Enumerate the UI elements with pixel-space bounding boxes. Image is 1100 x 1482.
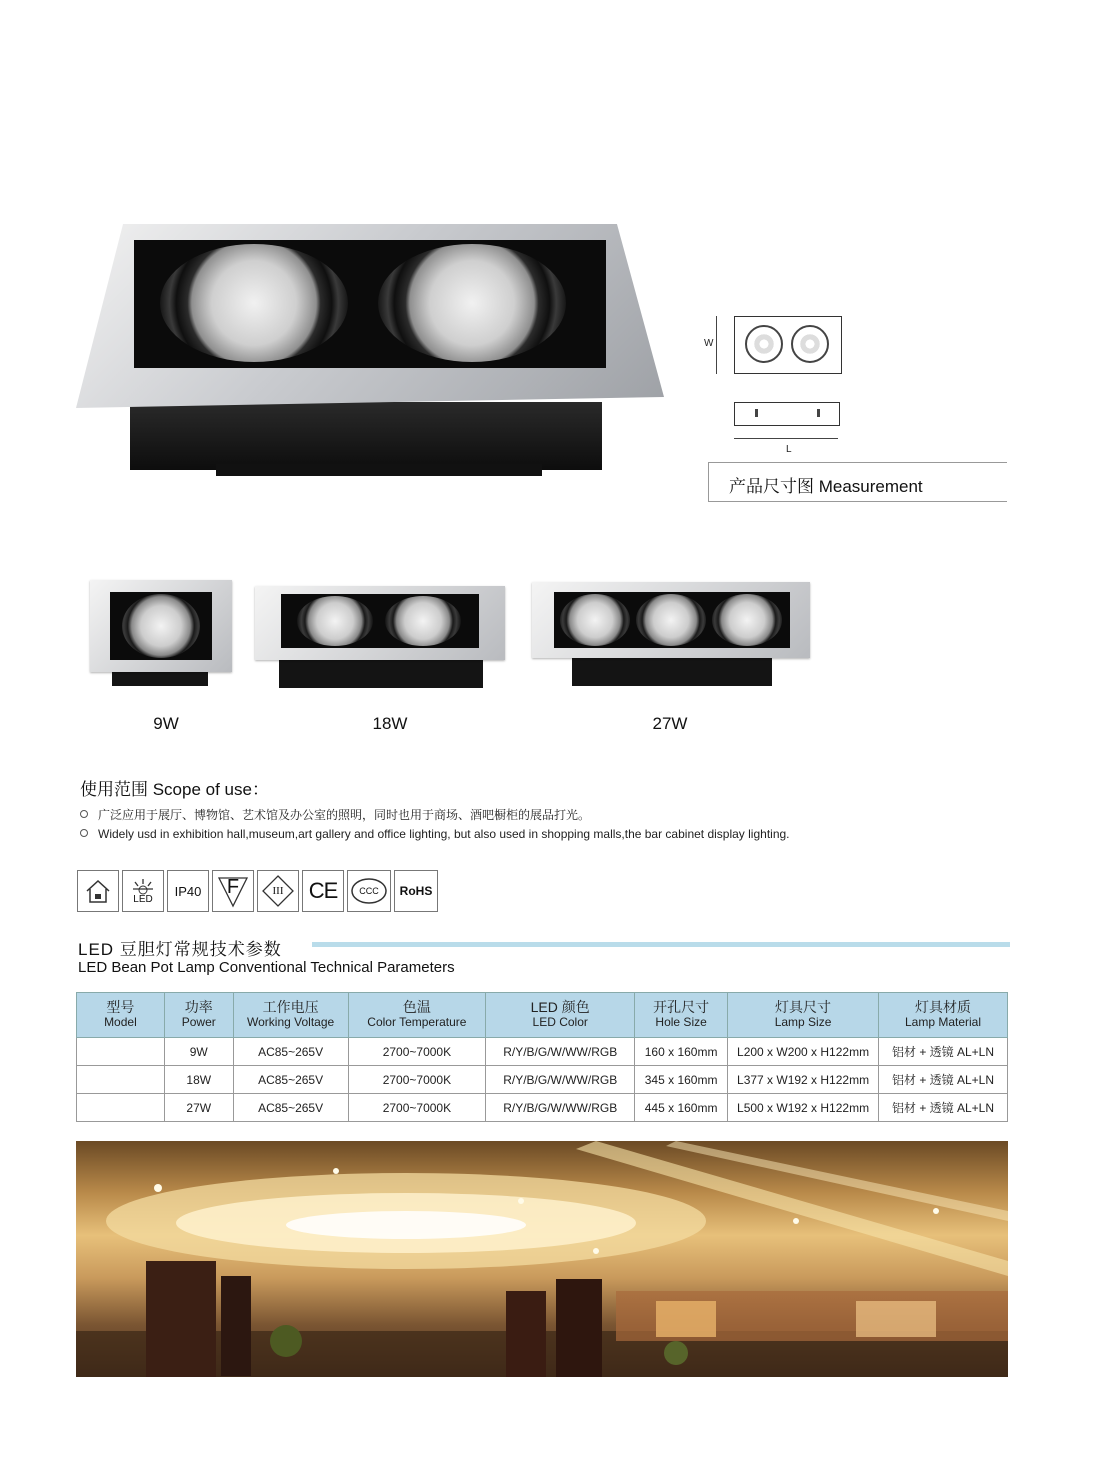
spec-table xyxy=(76,992,1008,1122)
led-icon: LED xyxy=(122,870,164,912)
diagram-side-view xyxy=(734,402,840,426)
diagram-cup-icon xyxy=(791,325,829,363)
bullet-icon xyxy=(80,829,88,837)
width-label: W xyxy=(704,338,714,349)
length-label: L xyxy=(786,444,792,455)
column-header: 功率 Power xyxy=(164,993,233,1038)
certification-row xyxy=(77,870,438,912)
lamp-housing xyxy=(130,402,602,470)
indoor-house-icon xyxy=(77,870,119,912)
column-header: 工作电压 Working Voltage xyxy=(233,993,348,1038)
title-accent-bar xyxy=(312,942,1010,947)
diagram-cup-icon xyxy=(745,325,783,363)
lamp-cup-right xyxy=(378,244,566,362)
scope-item-en: Widely usd in exhibition hall,museum,art gallery and office lighting, but also used in shopping malls,the bar cabinet display lighting. xyxy=(80,827,790,841)
variant-label-18w: 18W xyxy=(372,714,408,733)
variant-thumb-9w xyxy=(90,580,232,690)
lamp-grille xyxy=(134,240,606,368)
column-header: 开孔尺寸 Hole Size xyxy=(635,993,728,1038)
bullet-icon xyxy=(80,810,88,818)
scope-item-cn: 广泛应用于展厅、博物馆、艺术馆及办公室的照明，同时也用于商场、酒吧橱柜的展品打光。 xyxy=(80,806,590,823)
interior-application-photo xyxy=(76,1141,1008,1377)
rohs-icon: RoHS xyxy=(394,870,438,912)
column-header: LED 颜色 LED Color xyxy=(486,993,635,1038)
column-header: 灯具材质 Lamp Material xyxy=(879,993,1008,1038)
lamp-cup-left xyxy=(160,244,348,362)
main-product-image xyxy=(76,224,666,474)
ip-rating-icon: IP40 xyxy=(167,870,209,912)
table-row: 18W AC85~265V 2700~7000K R/Y/B/G/W/WW/RGB 345 x 160mm L377 x W192 x H122mm 铝材 + 透镜 AL+LN xyxy=(77,1066,1008,1094)
f-mark-icon: F xyxy=(212,870,254,912)
variant-label-27w: 27W xyxy=(652,714,688,733)
ccc-mark-icon: CCC xyxy=(347,870,391,912)
ce-mark-icon: CE xyxy=(302,870,344,912)
column-header: 灯具尺寸 Lamp Size xyxy=(728,993,879,1038)
scope-title: 使用范围 Scope of use： xyxy=(80,780,269,799)
diagram-top-view xyxy=(734,316,842,374)
table-row: 9W AC85~265V 2700~7000K R/Y/B/G/W/WW/RGB 160 x 160mm L200 x W200 x H122mm 铝材 + 透镜 AL+LN xyxy=(77,1038,1008,1066)
tech-params-title-en: LED Bean Pot Lamp Conventional Technical Parameters xyxy=(78,959,455,976)
tech-params-title-cn: LED 豆胆灯常规技术参数 xyxy=(78,940,282,959)
table-header-row xyxy=(77,993,1008,1038)
measurement-caption-box xyxy=(708,462,1007,502)
measurement-diagram xyxy=(700,310,1010,505)
variant-label-9w: 9W xyxy=(153,714,179,733)
table-row: 27W AC85~265V 2700~7000K R/Y/B/G/W/WW/RGB 445 x 160mm L500 x W192 x H122mm 铝材 + 透镜 AL+LN xyxy=(77,1094,1008,1122)
variant-thumb-18w xyxy=(255,586,507,690)
column-header: 型号 Model xyxy=(77,993,165,1038)
class-iii-icon: III xyxy=(257,870,299,912)
measurement-caption: 产品尺寸图 Measurement xyxy=(729,477,923,496)
variant-thumb-27w xyxy=(532,582,812,688)
column-header: 色温 Color Temperature xyxy=(348,993,486,1038)
